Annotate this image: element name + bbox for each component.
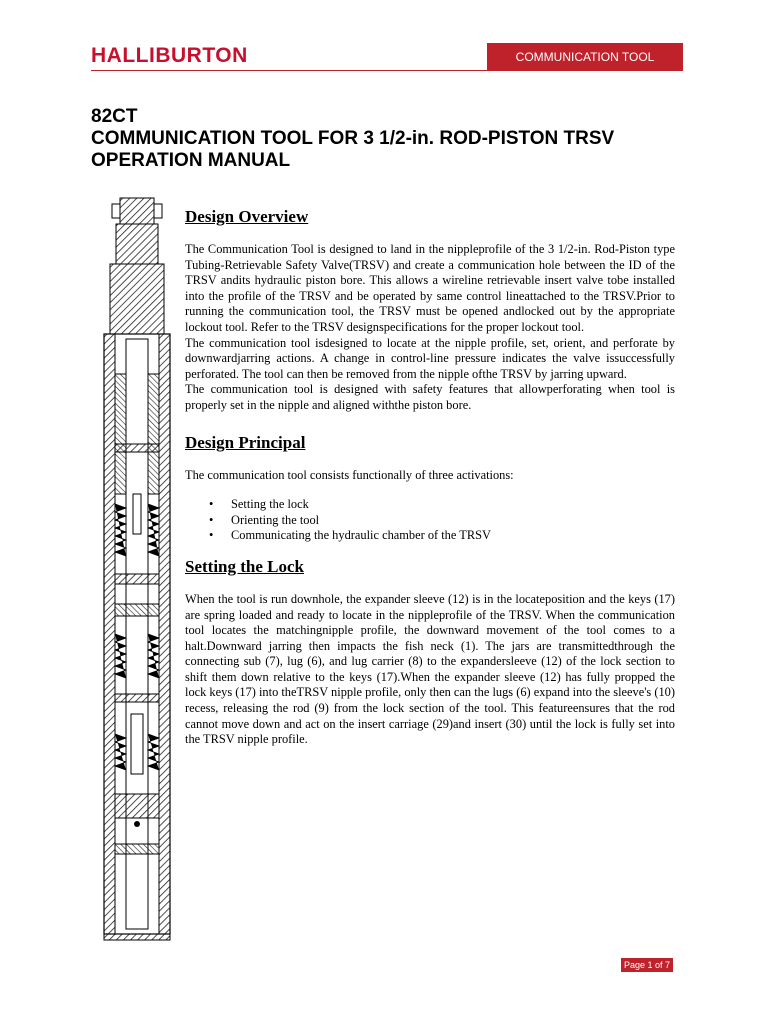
overview-paragraph-3: The communication tool is designed with safety features that allowperforating when tool is properly set in the nipple and aligned withthe piston bore. xyxy=(185,382,675,412)
section-badge: COMMUNICATION TOOL xyxy=(487,43,683,71)
title-line-model: 82CT xyxy=(91,106,138,127)
heading-design-principal: Design Principal xyxy=(185,432,306,452)
title-line-name: COMMUNICATION TOOL FOR 3 1/2-in. ROD-PISTON TRSV xyxy=(91,128,615,149)
overview-paragraph-1: The Communication Tool is designed to land in the nippleprofile of the 3 1/2-in. Rod-Piston type Tubing-Retrievable Safety Valve(TRSV) and create a communication hole between the ID of the TRSV andits hydraulic piston bore. This allows a wireline retrievable insert valve tobe installed into the profile of the TRSV and be operated by same control lineattached to the TRSV.Prior to running the communication tool, the TRSV must be opened andlocked out by the appropriate lockout tool. Refer to the TRSV designspecifications for the proper lockout tool. xyxy=(185,242,675,334)
document-title xyxy=(91,106,614,172)
header-divider xyxy=(91,70,683,71)
tool-cross-section-drawing xyxy=(98,194,176,944)
overview-paragraph-2: The communication tool isdesigned to locate at the nipple profile, set, orient, and perforate by downwardjarring actions. A change in control-line pressure indicates the valve issuccessfully perforated. The tool can then be removed from the nipple ofthe TRSV by jarring upward. xyxy=(185,335,675,381)
list-item: • Communicating the hydraulic chamber of the TRSV xyxy=(209,528,675,544)
list-item: • Orienting the tool xyxy=(209,513,675,529)
principal-intro: The communication tool consists functionally of three activations: xyxy=(185,467,514,482)
activation-list xyxy=(185,497,675,544)
list-item: • Setting the lock xyxy=(209,497,675,513)
heading-setting-the-lock: Setting the Lock xyxy=(185,556,304,576)
heading-design-overview: Design Overview xyxy=(185,207,309,226)
lock-paragraph: When the tool is run downhole, the expander sleeve (12) is in the locateposition and the keys (17) are spring loaded and ready to locate in the nippleprofile of the TRSV. When the communication tool locates the matchingnipple profile, the downward movement of the tool comes to a halt.Downward jarring then impacts the fish neck (1). The jars are transmittedthrough the connecting sub (7), lug (6), and lug carrier (8) to the expandersleeve (12) of the lock section to shift them down relative to the keys (17).When the expander sleeve (12) has fully propped the lock keys (17) into theTRSV nipple profile, only then can the lugs (6) expand into the sleeve's (10) recess, releasing the rod (9) from the lock section of the tool. This featureensures that the rod cannot move down and act on the insert carriage (29)and insert (30) until the lock is fully set into the TRSV nipple profile. xyxy=(185,591,675,747)
main-content xyxy=(185,206,675,748)
title-line-manual: OPERATION MANUAL xyxy=(91,150,291,171)
halliburton-logo: HALLIBURTON xyxy=(91,44,248,67)
page-number: Page 1 of 7 xyxy=(621,958,673,972)
